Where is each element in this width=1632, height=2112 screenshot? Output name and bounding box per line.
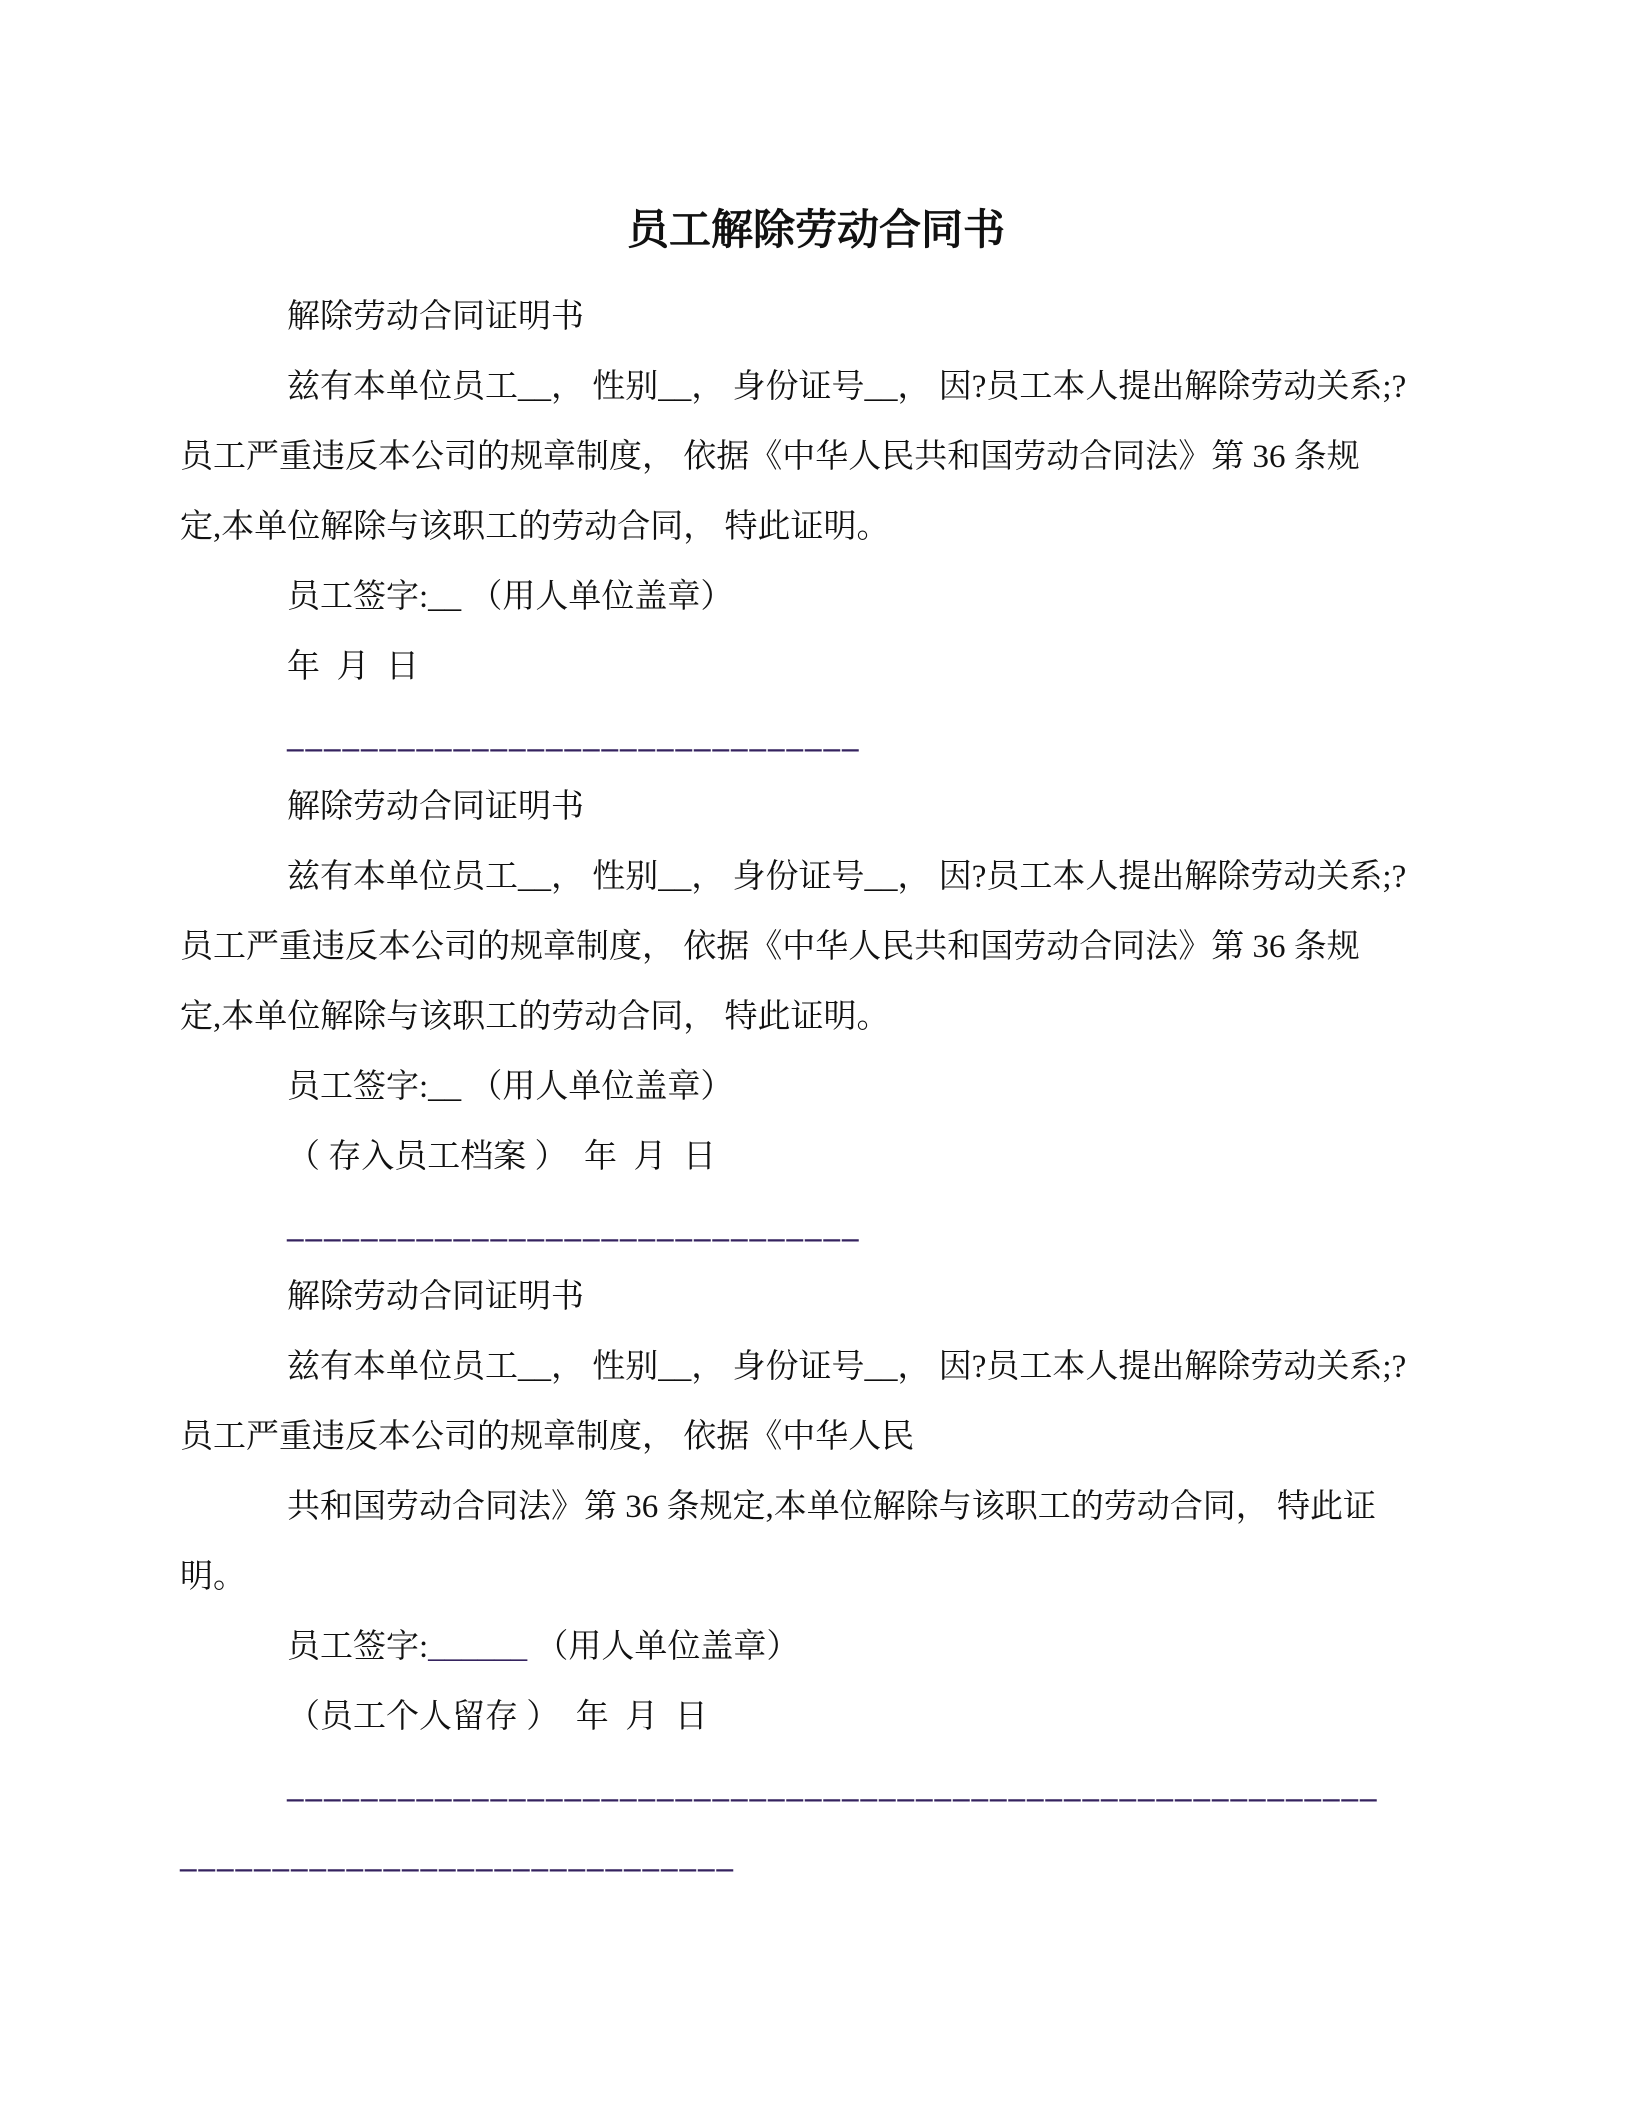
paragraph-line: 兹有本单位员工__， 性别__， 身份证号__， 因?员工本人提出解除劳动关系;? bbox=[287, 1349, 1407, 1385]
signature-line bbox=[180, 1612, 1452, 1682]
signature-blank: __ bbox=[428, 579, 462, 615]
section-heading: 解除劳动合同证明书 bbox=[287, 789, 584, 825]
paragraph-line: 兹有本单位员工__， 性别__， 身份证号__， 因?员工本人提出解除劳动关系;? bbox=[287, 859, 1407, 895]
paragraph-line: 兹有本单位员工__， 性别__， 身份证号__， 因?员工本人提出解除劳动关系;? bbox=[287, 369, 1407, 405]
section-divider: _______________________________ bbox=[287, 1209, 861, 1245]
paragraph-line: 定,本单位解除与该职工的劳动合同， 特此证明。 bbox=[180, 509, 890, 545]
document-content bbox=[180, 196, 1452, 1892]
section-divider: _______________________________ bbox=[287, 719, 861, 755]
signature-suffix: （用人单位盖章） bbox=[461, 579, 734, 615]
certificate-section-2 bbox=[180, 772, 1452, 1262]
section-heading: 解除劳动合同证明书 bbox=[287, 299, 584, 335]
tail-divider: ______________________________ bbox=[180, 1839, 735, 1875]
paragraph-line: 员工严重违反本公司的规章制度， 依据《中华人民共和国劳动合同法》第 36 条规 bbox=[180, 439, 1360, 475]
paragraph-line: 共和国劳动合同法》第 36 条规定,本单位解除与该职工的劳动合同， 特此证 bbox=[287, 1489, 1376, 1525]
signature-blank: ______ bbox=[428, 1629, 528, 1665]
paragraph-line: 员工严重违反本公司的规章制度， 依据《中华人民共和国劳动合同法》第 36 条规 bbox=[180, 929, 1360, 965]
signature-label: 员工签字: bbox=[287, 1629, 429, 1665]
signature-line bbox=[180, 562, 1452, 632]
paragraph-line: 员工严重违反本公司的规章制度， 依据《中华人民 bbox=[180, 1419, 915, 1455]
document-title: 员工解除劳动合同书 bbox=[626, 208, 1005, 254]
signature-blank: __ bbox=[428, 1069, 462, 1105]
section-divider: ___________________________________________________________ bbox=[287, 1769, 1379, 1805]
signature-label: 员工签字: bbox=[287, 1069, 429, 1105]
paragraph-line: 明。 bbox=[180, 1559, 246, 1595]
paragraph-line: 定,本单位解除与该职工的劳动合同， 特此证明。 bbox=[180, 999, 890, 1035]
signature-label: 员工签字: bbox=[287, 579, 429, 615]
certificate-section-3 bbox=[180, 1262, 1452, 1892]
signature-suffix: （用人单位盖章） bbox=[527, 1629, 800, 1665]
certificate-section-1 bbox=[180, 282, 1452, 772]
date-line: （员工个人留存 ） 年 月 日 bbox=[287, 1699, 708, 1735]
signature-suffix: （用人单位盖章） bbox=[461, 1069, 734, 1105]
date-line: 年 月 日 bbox=[287, 649, 419, 685]
section-heading: 解除劳动合同证明书 bbox=[287, 1279, 584, 1315]
date-line: （ 存入员工档案 ） 年 月 日 bbox=[287, 1139, 716, 1175]
signature-line bbox=[180, 1052, 1452, 1122]
document-body bbox=[180, 282, 1452, 1892]
